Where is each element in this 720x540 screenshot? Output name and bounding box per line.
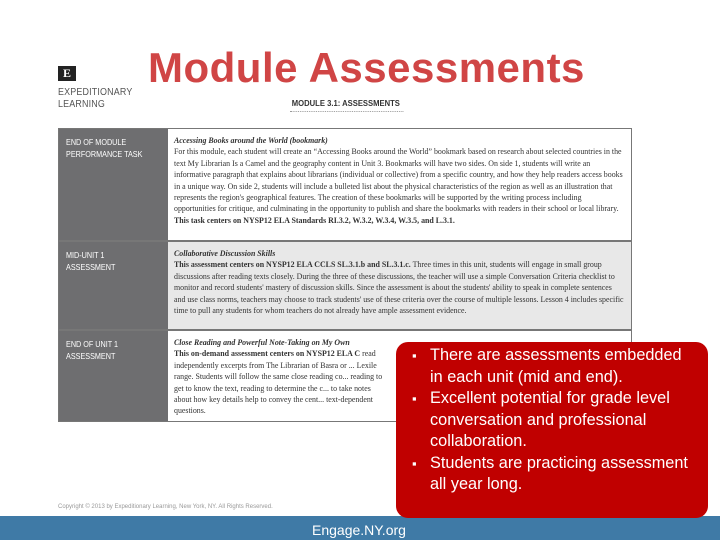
copyright: Copyright © 2013 by Expeditionary Learning, New York, NY. All Rights Reserved. (58, 504, 273, 510)
table-row (59, 129, 631, 242)
row-bold: This assessment centers on NYSP12 ELA CCLS SL.3.1.b and SL.3.1.c. (174, 260, 411, 270)
row-body: Three times in this unit, students will engage in small group discussions after reading texts closely. During the three of these discussions, the teacher will use a simple Conversation Criteria checklist to monitor and record students' mastery of discussion skills. Since the assessment is about the students' ability to speak in complete sentences and use class norms, teachers may choose to track students' use of these criteria over the course of multiple lessons. Lesson 4 includes specific time to pull any students for whom teachers do not already have ample assessment evidence. (174, 260, 624, 316)
row-label: END OF UNIT 1 ASSESSMENT (66, 339, 119, 361)
logo-name-1: EXPEDITIONARY (58, 86, 133, 98)
callout-bullet: ▪ Excellent potential for grade level conversation and professional collaboration. (412, 388, 698, 453)
callout-bullet: ▪ Students are practicing assessment all year long. (412, 453, 698, 496)
row-bold: This task centers on NYSP12 ELA Standards RI.3.2, W.3.2, W.3.4, W.3.5, and L.3.1. (174, 215, 455, 225)
row-label: END OF MODULE PERFORMANCE TASK (66, 137, 143, 159)
slide-title: Module Assessments (148, 44, 585, 91)
row-bold: This on-demand assessment centers on NYSP12 ELA C (174, 349, 361, 359)
logo-name-2: LEARNING (58, 98, 105, 110)
row-heading: Close Reading and Powerful Note-Taking on My Own (174, 338, 350, 347)
logo-mark: E (58, 66, 76, 81)
table-row (59, 242, 631, 331)
footer-site: Engage.NY.org (312, 522, 406, 538)
callout-box (396, 342, 708, 518)
row-heading: Accessing Books around the World (bookmark) (174, 136, 328, 145)
row-body: read independently excerpts from The Librarian of Basra or ... Lexile range. Students will follow the same close reading co... reading to get to know the text, reading to determine the c... to take notes about how key details help to convey the cent... text-dependent questions. (174, 349, 383, 416)
row-label: MID-UNIT 1 ASSESSMENT (66, 250, 116, 272)
document-subtitle: MODULE 3.1: ASSESSMENTS (290, 98, 404, 112)
row-body: For this module, each student will create an “Accessing Books around the World” bookmark based on research about selected countries in the text My Librarian Is a Camel and the geography content in Unit 3. Bookmarks will have two sides. On side 1, students will write an informative paragraph that explains about librarians (individual or collective) from a specific country, and how they help readers access books in a unique way. On side 2, students will include a bulleted list about the physical characteristics of the region as well as an illustration that represents the region's geographical features. The creation of these bookmarks will be supported by the writing process including opportunities for critique, and culminating in the opportunity to publish and share the bookmarks with readers in their school or local library. (174, 147, 623, 214)
row-heading: Collaborative Discussion Skills (174, 249, 276, 258)
expeditionary-learning-logo (58, 66, 146, 110)
callout-bullet: ▪ There are assessments embedded in each unit (mid and end). (412, 345, 698, 388)
